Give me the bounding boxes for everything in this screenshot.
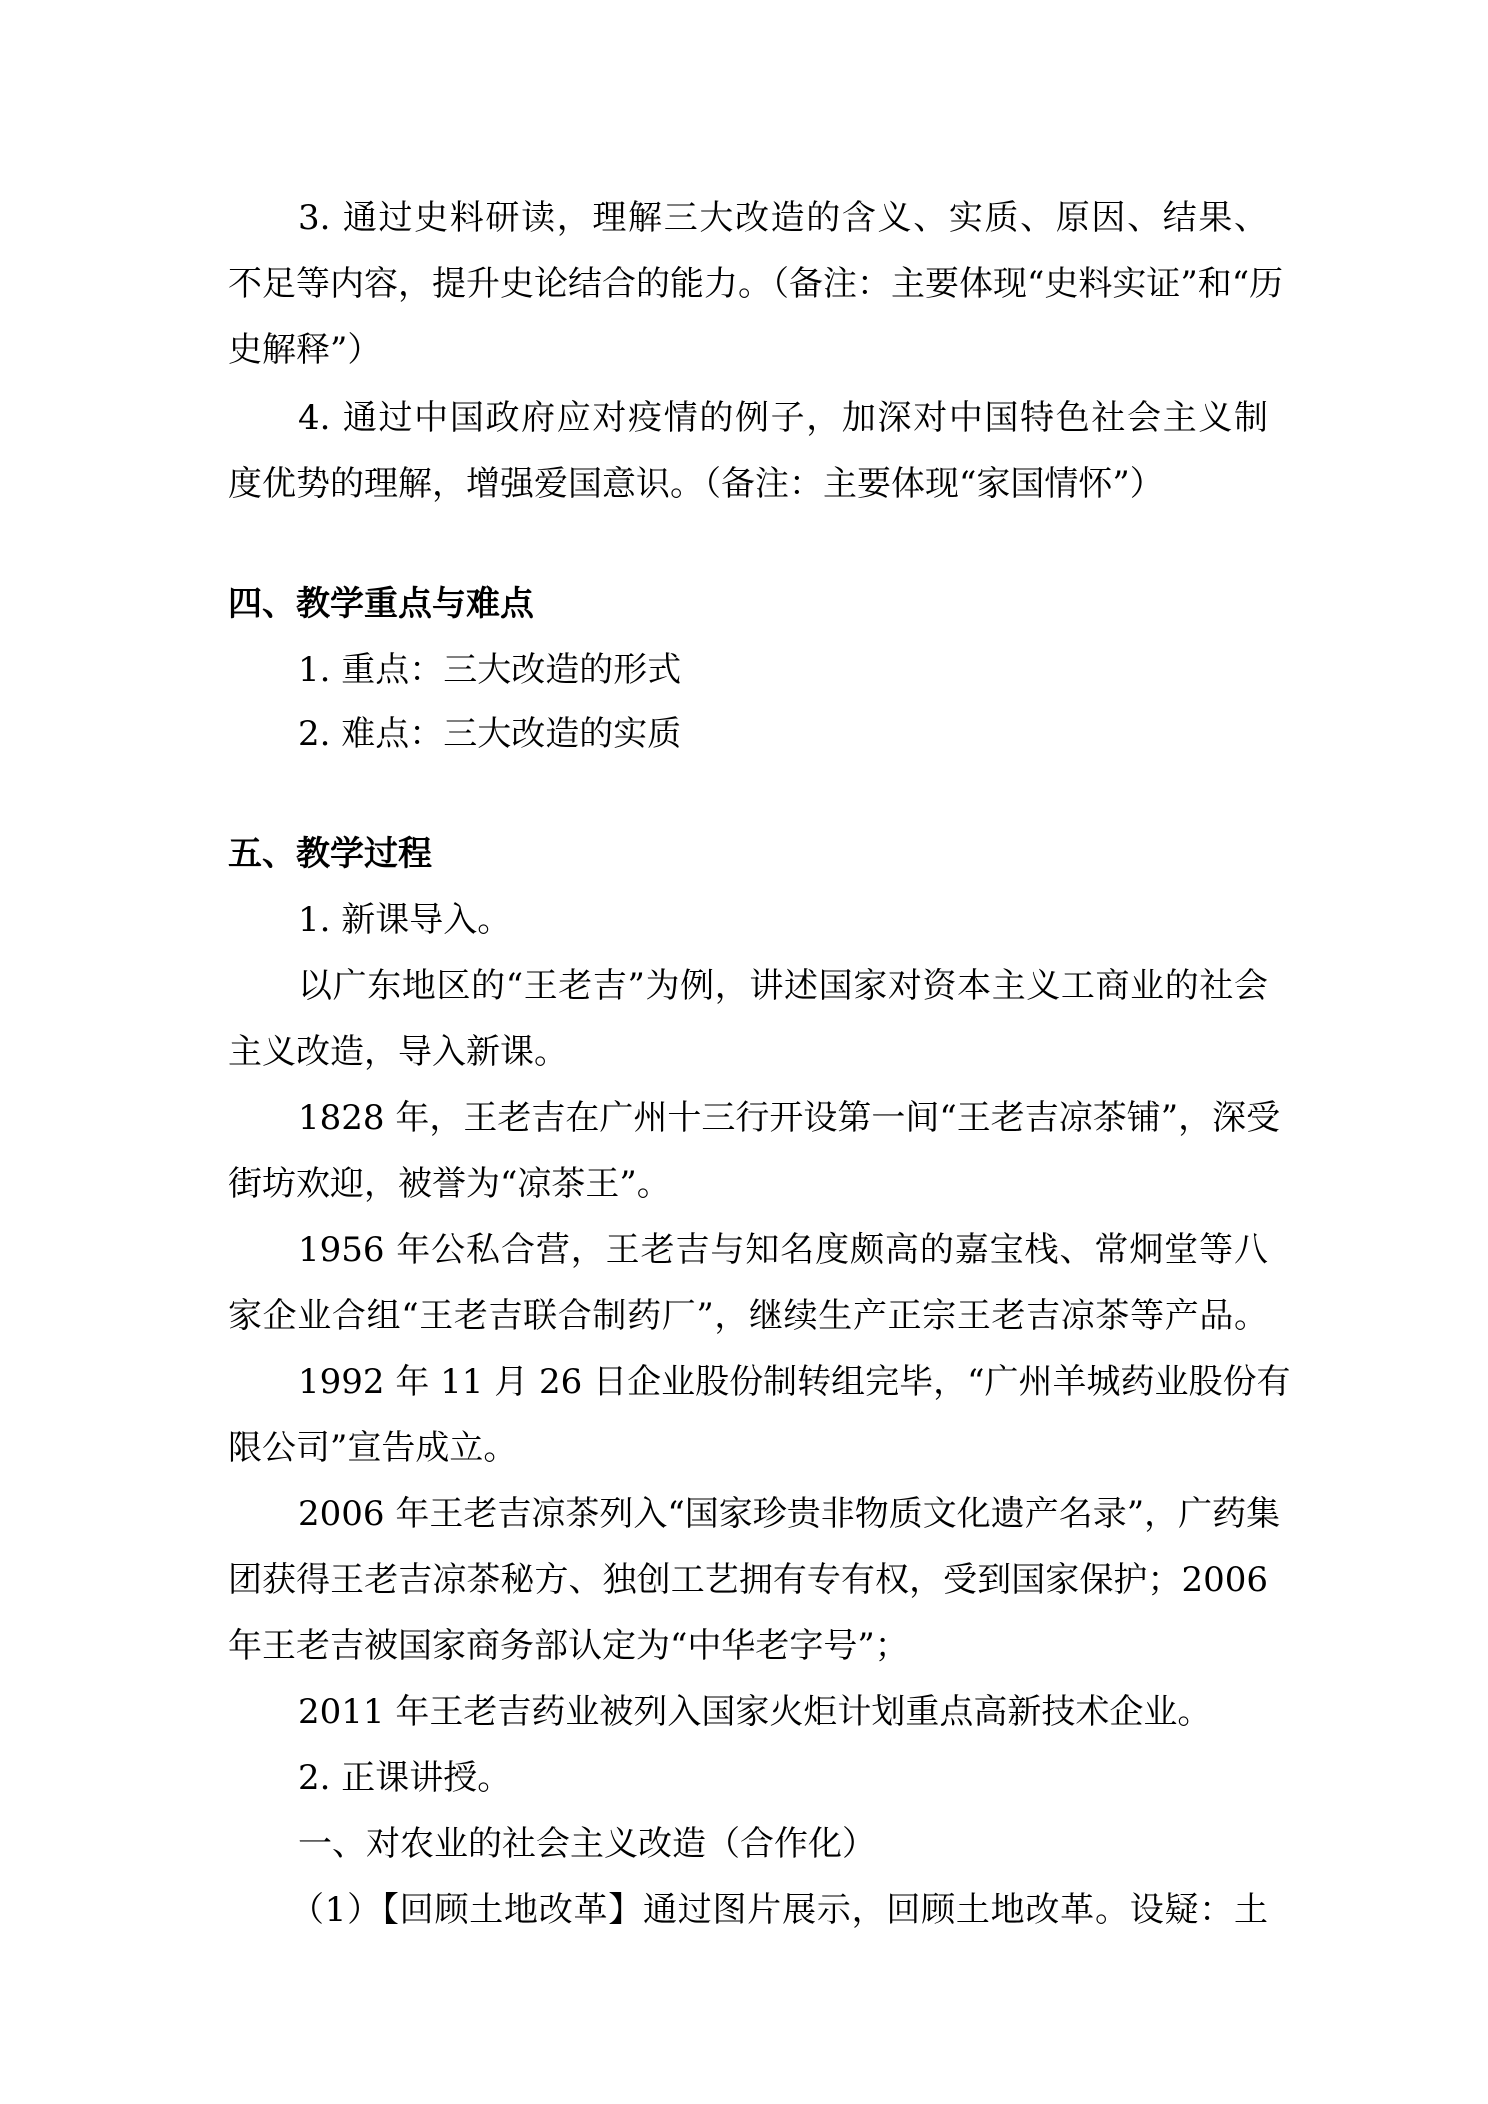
paragraph-5-line-3: 年王老吉被国家商务部认定为“中华老字号”； bbox=[228, 1626, 909, 1666]
section-5-heading: 五、教学过程 bbox=[228, 834, 432, 874]
paragraph-5-line-1: 2006 年王老吉凉茶列入“国家珍贵非物质文化遗产名录”，广药集 bbox=[298, 1494, 1281, 1534]
paragraph-4-line-2: 限公司”宣告成立。 bbox=[228, 1428, 518, 1468]
section-4-item-2: 2. 难点：三大改造的实质 bbox=[298, 714, 682, 754]
section-4-item-1: 1. 重点：三大改造的形式 bbox=[298, 650, 682, 690]
paragraph-1-line-1: 以广东地区的“王老吉”为例，讲述国家对资本主义工商业的社会 bbox=[298, 966, 1268, 1006]
section-5-item-2: 2. 正课讲授。 bbox=[298, 1758, 512, 1798]
section-5-item-1: 1. 新课导入。 bbox=[298, 900, 512, 940]
subsection-1-item-1: （1）【回顾土地改革】通过图片展示，回顾土地改革。设疑：土 bbox=[290, 1890, 1268, 1930]
objective-4-line-1: 4. 通过中国政府应对疫情的例子，加深对中国特色社会主义制 bbox=[298, 398, 1268, 438]
paragraph-3-line-2: 家企业合组“王老吉联合制药厂”，继续生产正宗王老吉凉茶等产品。 bbox=[228, 1296, 1268, 1336]
section-4-heading: 四、教学重点与难点 bbox=[228, 584, 534, 624]
paragraph-3-line-1: 1956 年公私合营，王老吉与知名度颇高的嘉宝栈、常炯堂等八 bbox=[298, 1230, 1268, 1270]
subsection-1-heading: 一、对农业的社会主义改造（合作化） bbox=[298, 1824, 876, 1864]
paragraph-2-line-2: 街坊欢迎，被誉为“凉茶王”。 bbox=[228, 1164, 671, 1204]
paragraph-5-line-2: 团获得王老吉凉茶秘方、独创工艺拥有专有权，受到国家保护；2006 bbox=[228, 1560, 1268, 1600]
paragraph-4-line-1: 1992 年 11 月 26 日企业股份制转组完毕，“广州羊城药业股份有 bbox=[298, 1362, 1291, 1402]
paragraph-6: 2011 年王老吉药业被列入国家火炬计划重点高新技术企业。 bbox=[298, 1692, 1212, 1732]
paragraph-1-line-2: 主义改造，导入新课。 bbox=[228, 1032, 568, 1072]
paragraph-2-line-1: 1828 年，王老吉在广州十三行开设第一间“王老吉凉茶铺”，深受 bbox=[298, 1098, 1281, 1138]
objective-3-line-1: 3. 通过史料研读，理解三大改造的含义、实质、原因、结果、 bbox=[298, 198, 1268, 238]
objective-4-line-2: 度优势的理解，增强爱国意识。（备注：主要体现“家国情怀”） bbox=[228, 464, 1164, 504]
objective-3-line-2: 不足等内容，提升史论结合的能力。（备注：主要体现“史料实证”和“历 bbox=[228, 264, 1284, 304]
objective-3-line-3: 史解释”） bbox=[228, 330, 382, 370]
